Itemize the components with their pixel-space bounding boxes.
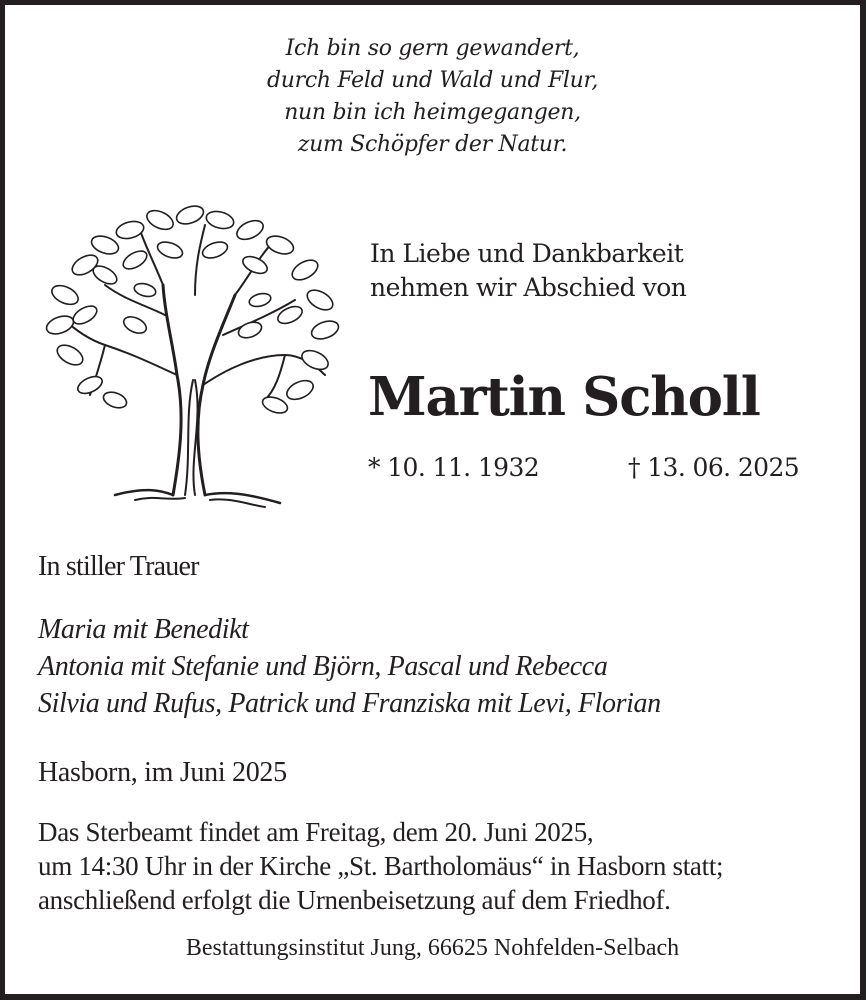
obituary-notice xyxy=(5,5,860,994)
intro-line: nehmen wir Abschied von xyxy=(370,273,687,302)
service-line: anschließend erfolgt die Urnenbeisetzung auf dem Friedhof. xyxy=(38,885,671,915)
poem-line: Ich bin so gern gewandert, xyxy=(285,36,580,61)
service-line: um 14:30 Uhr in der Kirche „St. Bartholomäus“ in Hasborn statt; xyxy=(38,851,724,881)
mourner-line: Antonia mit Stefanie und Björn, Pascal und Rebecca xyxy=(38,651,608,682)
birth-date: * 10. 11. 1932 xyxy=(368,453,540,482)
mourners-list xyxy=(38,611,661,722)
death-date: † 13. 06. 2025 xyxy=(628,453,800,482)
place-date: Hasborn, im Juni 2025 xyxy=(38,757,287,788)
mourner-line: Silvia und Rufus, Patrick und Franziska mit Levi, Florian xyxy=(38,688,661,719)
undertaker: Bestattungsinstitut Jung, 66625 Nohfelden-Selbach xyxy=(185,935,680,961)
intro-line: In Liebe und Dankbarkeit xyxy=(370,239,684,268)
poem xyxy=(5,33,860,161)
service-line: Das Sterbeamt findet am Freitag, dem 20. Juni 2025, xyxy=(38,817,594,847)
deceased-name: Martin Scholl xyxy=(368,366,760,428)
intro-text xyxy=(370,237,686,305)
service-info xyxy=(38,815,723,917)
poem-line: durch Feld und Wald und Flur, xyxy=(266,68,599,93)
mourners-heading: In stiller Trauer xyxy=(38,551,199,582)
poem-line: zum Schöpfer der Natur. xyxy=(297,132,568,157)
mourner-line: Maria mit Benedikt xyxy=(38,614,249,645)
poem-line: nun bin ich heimgegangen, xyxy=(284,100,581,125)
tree-icon xyxy=(45,205,345,510)
